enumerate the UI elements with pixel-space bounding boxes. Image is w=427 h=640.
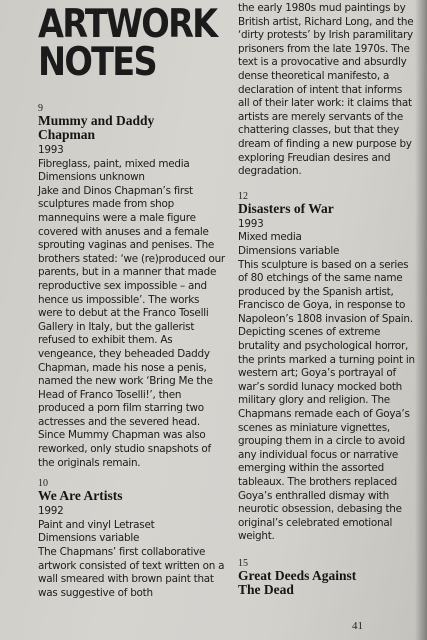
entry-number: 10 [38,478,48,490]
entry-dimensions: Dimensions variable [238,244,340,257]
entry-9 [38,103,226,470]
heading-line-1: ARTWORK [38,2,217,47]
entry-medium: Fibreglass, paint, mixed media [38,157,190,170]
entry-medium: Paint and vinyl Letraset [38,518,155,531]
entry-medium: Mixed media [238,231,302,244]
entry-dimensions: Dimensions unknown [38,171,145,184]
entry-title: Disasters of War [238,200,334,216]
entry-year: 1993 [38,144,64,156]
entry-10 [38,478,226,600]
entry-title: We Are Artists [38,488,123,504]
entry-title: Great Deeds Against The Dead [238,567,357,597]
entry-year: 1993 [238,217,264,230]
entry-body: Jake and Dinos Chapman’s first sculptures made from shop mannequins were a male figure covered with anuses and a female sprouting vaginas and penises. The brothers stated: ‘we (re)produced our parents, but in a manner that made reproductive sex impossible – and hence us impossible’. The works were to debut at the Franco Toselli Gallery in Italy, but the gallerist refused to exhibit them. As vengeance, they beheaded Daddy Chapman, made his nose a penis, named the new work ‘Bring Me the Head of Franco Toselli!’, then produced a porn film starring two actresses and the severed head. Since Mummy Chapman was also reworked, only studio snapshots of the originals remain. [38,184,225,469]
entry-number: 9 [38,103,43,114]
right-column [238,0,416,597]
entry-title: Mummy and Daddy Chapman [38,113,155,142]
entry-number: 12 [238,190,248,202]
left-column [38,0,226,600]
page-number: 41 [352,620,363,632]
entry-body: The Chapmans’ first collaborative artwork consisted of text written on a wall smeared with brown paint that was suggestive of both [38,546,225,599]
entry-body: This sculpture is based on a series of 80 etchings of the same name produced by the Spanish artist, Francisco de Goya, in response to Napoleon’s 1808 invasion of Spain. Depicting scenes of extreme brutality and psychological horror, the prints marked a turning point in western art; Goya’s portrayal of war’s sordid lunacy mocked both military glory and religion. The Chapmans remade each of Goya’s scenes as miniature vignettes, grouping them in a circle to avoid any individual focus or narrative emerging within the assorted tableaux. The brothers replaced Goya’s enthralled dismay with neurotic obsession, debasing the original’s celebrated emotional weight. [238,258,415,543]
entry-12 [238,191,416,544]
entry-15 [238,558,416,597]
entry-year: 1992 [38,505,64,518]
page-edge-shadow [415,0,427,640]
entry-number: 15 [238,557,248,569]
entry-dimensions: Dimensions variable [38,532,140,545]
heading-line-2: NOTES [38,40,156,85]
page-heading [38,2,217,85]
continuation-text: the early 1980s mud paintings by British artist, Richard Long, and the ‘dirty protests’ by Irish paramilitary prisoners from the late 1970s. The text is a provocative and absurdly dense theoretical manifesto, a declaration of intent that informs all of their later work: it claims that artists are merely servants of the chattering classes, but that they dream of finding a new purpose by exploring Freudian desires and degradation. [238,2,414,178]
